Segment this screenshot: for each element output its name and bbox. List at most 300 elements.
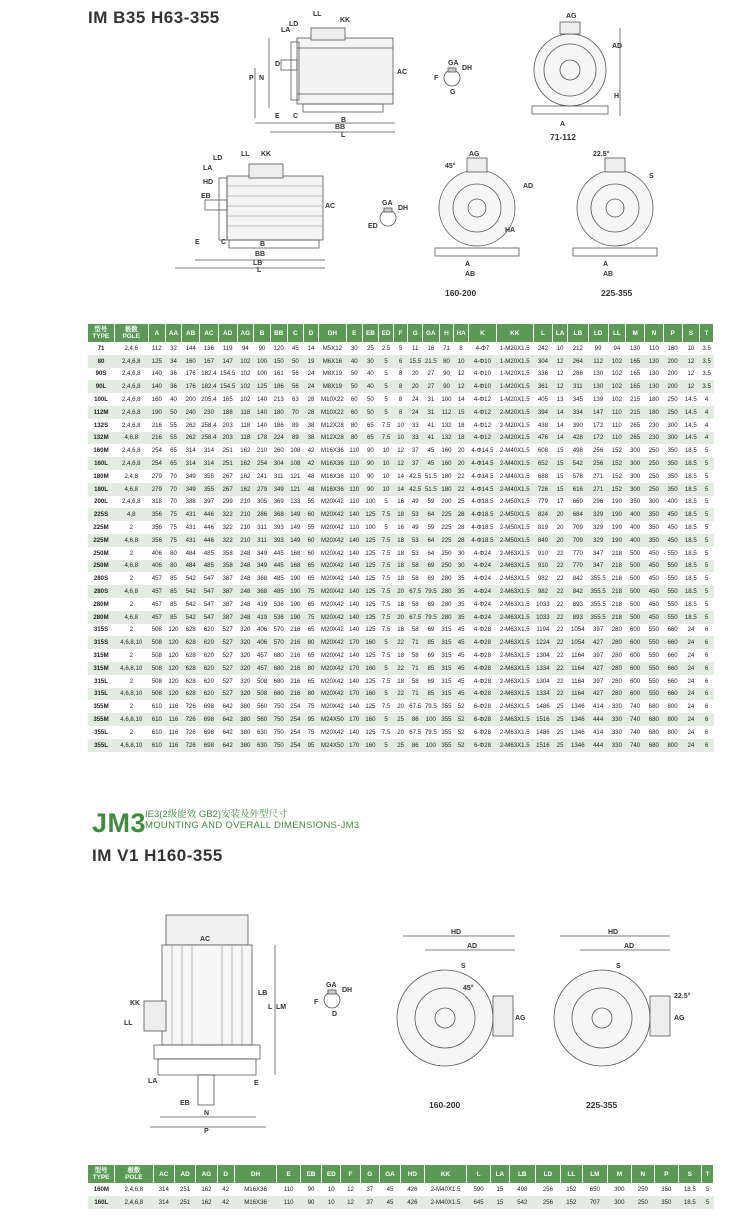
cell-value: 190 xyxy=(608,521,626,534)
v-dim-label-s: S xyxy=(461,963,466,970)
col-header-k: K xyxy=(468,324,496,342)
cell-value: 4-Φ28 xyxy=(468,636,496,649)
cell-value: 33 xyxy=(408,419,423,432)
cell-value: 95 xyxy=(304,739,319,752)
cell-value: 550 xyxy=(645,662,664,675)
cell-value: 110 xyxy=(346,470,362,483)
cell-value: 125 xyxy=(362,534,379,547)
cell-value: 14.5 xyxy=(682,432,700,445)
cell-value: 18.5 xyxy=(682,611,700,624)
cell-value: 18.5 xyxy=(682,560,700,573)
cell-value: 508 xyxy=(148,675,165,688)
cell-value: 560 xyxy=(254,700,271,713)
cell-value: 70 xyxy=(287,406,304,419)
cell-value: 256 xyxy=(588,444,608,457)
cell-value: 165 xyxy=(626,355,645,368)
cell-value: 405 xyxy=(533,393,553,406)
cell-value: 750 xyxy=(270,713,287,726)
cell-value: 149 xyxy=(287,521,304,534)
cell-value: 356 xyxy=(148,508,165,521)
cell-value: 350 xyxy=(663,483,682,496)
cell-value: 165 xyxy=(626,380,645,393)
cell-value: M8X19 xyxy=(318,368,346,381)
cell-value: 216 xyxy=(287,636,304,649)
cell-value: 230 xyxy=(200,406,219,419)
v-dim-label-lb: LB xyxy=(258,990,268,997)
cell-value: 628 xyxy=(182,675,200,688)
cell-value: 698 xyxy=(200,700,219,713)
cell-value: 527 xyxy=(218,636,237,649)
cell-value: 49 xyxy=(408,521,423,534)
shaft-detail-drawing-mid xyxy=(368,198,413,238)
col-header-lb: LB xyxy=(509,1165,535,1183)
cell-pole: 4,6,8,10 xyxy=(114,636,148,649)
cell-value: 75 xyxy=(304,726,319,739)
cell-pole: 2,4,6,8 xyxy=(114,444,148,457)
cell-value: 280 xyxy=(608,624,626,637)
cell-value: 397 xyxy=(200,496,219,509)
cell-value: 24 xyxy=(682,713,700,726)
cell-pole: 4,6,8 xyxy=(114,483,148,496)
cell-value: 1304 xyxy=(533,675,553,688)
cell-value: M16X36 xyxy=(234,1196,277,1209)
cell-value: 162 xyxy=(237,470,254,483)
cell-value: 18.5 xyxy=(682,483,700,496)
cell-value: 80 xyxy=(165,547,182,560)
cell-value: 7.5 xyxy=(379,624,394,637)
cell-value: 314 xyxy=(153,1196,174,1209)
col-header-cn: 极数 xyxy=(124,326,138,333)
cell-value: 37 xyxy=(408,457,423,470)
cell-value: 726 xyxy=(182,739,200,752)
cell-value: 314 xyxy=(153,1183,174,1196)
cell-value: 94 xyxy=(608,342,626,355)
cell-value: 162 xyxy=(237,457,254,470)
cell-value: 445 xyxy=(270,560,287,573)
cell-value: 125 xyxy=(362,598,379,611)
cell-value: 450 xyxy=(645,547,664,560)
cell-value: 271 xyxy=(588,483,608,496)
cell-value: 90 xyxy=(362,457,379,470)
cell-value: 190 xyxy=(608,508,626,521)
col-header-en: POLE xyxy=(125,1174,143,1181)
cell-value: 65 xyxy=(362,419,379,432)
cell-value: 4-Φ24 xyxy=(468,572,496,585)
cell-value: 125 xyxy=(362,726,379,739)
cell-value: 3.5 xyxy=(700,368,714,381)
cell-value: 444 xyxy=(588,739,608,752)
cell-value: 200 xyxy=(663,380,682,393)
cell-value: 42 xyxy=(217,1183,234,1196)
cell-value: 172 xyxy=(588,419,608,432)
cell-value: 162 xyxy=(196,1183,217,1196)
cell-value: 18.5 xyxy=(678,1183,701,1196)
dim-label-ga-2: GA xyxy=(382,200,393,207)
dim-label-ha: HA xyxy=(505,227,516,234)
cell-value: 53 xyxy=(408,547,423,560)
cell-value: 225 xyxy=(439,508,454,521)
cell-value: 910 xyxy=(533,547,553,560)
cell-value: 7.5 xyxy=(379,572,394,585)
cell-value: 4-Φ14.5 xyxy=(468,483,496,496)
cell-value: 130 xyxy=(626,342,645,355)
cell-value: M16X36 xyxy=(318,457,346,470)
v-dim-label-e: E xyxy=(254,1080,259,1087)
cell-value: 248 xyxy=(237,598,254,611)
cell-value: 642 xyxy=(218,700,237,713)
cell-value: 90 xyxy=(300,1183,321,1196)
cell-value: 80 xyxy=(165,560,182,573)
cell-value: 50 xyxy=(287,355,304,368)
cell-type: 315L xyxy=(88,675,114,688)
cell-value: 162 xyxy=(237,444,254,457)
cell-pole: 2,4,6,8 xyxy=(114,496,148,509)
cell-value: 80 xyxy=(439,355,454,368)
cell-value: 69 xyxy=(423,649,440,662)
side-view-drawing-71-112 xyxy=(245,8,408,139)
dim-label-kk: KK xyxy=(340,17,351,24)
cell-value: 5 xyxy=(379,713,394,726)
cell-value: 24 xyxy=(682,700,700,713)
dim-label-n: N xyxy=(259,75,265,82)
cell-value: 250 xyxy=(645,470,664,483)
cell-value: M10X22 xyxy=(318,393,346,406)
cell-value: 125 xyxy=(362,649,379,662)
cell-value: 300 xyxy=(626,483,645,496)
cell-value: 71 xyxy=(408,688,423,701)
table-row xyxy=(88,713,714,726)
cell-value: 116 xyxy=(165,726,182,739)
cell-value: 4-Φ7 xyxy=(468,342,496,355)
cell-value: 170 xyxy=(346,739,362,752)
cell-value: 110 xyxy=(608,406,626,419)
cell-value: 431 xyxy=(182,521,200,534)
cell-value: 620 xyxy=(200,662,219,675)
cell-type: 100L xyxy=(88,393,114,406)
cell-value: 4-Φ24 xyxy=(468,547,496,560)
cell-value: 660 xyxy=(663,649,682,662)
cell-type: 225M xyxy=(88,521,114,534)
cell-value: 500 xyxy=(626,598,645,611)
cell-value: 215 xyxy=(626,406,645,419)
cell-value: 216 xyxy=(148,419,165,432)
cell-value: 358 xyxy=(218,560,237,573)
cell-value: 286 xyxy=(254,508,271,521)
cell-value: 7.5 xyxy=(379,598,394,611)
cell-value: 1164 xyxy=(567,649,588,662)
cell-value: 349 xyxy=(254,560,271,573)
cell-value: 85 xyxy=(423,662,440,675)
cell-value: 67.5 xyxy=(408,726,423,739)
cell-value: 4-Φ10 xyxy=(468,380,496,393)
cell-value: 25 xyxy=(393,713,408,726)
cell-value: 5 xyxy=(700,470,714,483)
cell-value: 102 xyxy=(237,368,254,381)
cell-value: 484 xyxy=(182,560,200,573)
cell-value: M20X42 xyxy=(318,662,346,675)
cell-value: 450 xyxy=(663,521,682,534)
cell-value: 7.5 xyxy=(379,547,394,560)
cell-value: 330 xyxy=(608,700,626,713)
cell-value: 542 xyxy=(509,1196,535,1209)
cell-value: 212 xyxy=(567,342,588,355)
cell-value: 508 xyxy=(148,624,165,637)
v-dim-label-f: F xyxy=(314,999,319,1006)
cell-value: 15 xyxy=(454,406,469,419)
cell-value: 450 xyxy=(645,572,664,585)
cell-value: 508 xyxy=(148,688,165,701)
cell-value: 20 xyxy=(408,368,423,381)
cell-value: 5 xyxy=(379,380,394,393)
cell-value: 315 xyxy=(439,624,454,637)
cell-value: 4-Φ14.5 xyxy=(468,457,496,470)
section2-subtitle-cn: IE3(2级能效 GB2)安装及外型尺寸 xyxy=(145,809,288,820)
cell-value: 315 xyxy=(439,688,454,701)
cell-value: 1224 xyxy=(533,636,553,649)
cell-value: 216 xyxy=(287,662,304,675)
cell-pole: 2,4,6,8 xyxy=(115,1196,153,1209)
cell-pole: 2 xyxy=(114,649,148,662)
dim-label-dh: DH xyxy=(462,65,473,72)
cell-value: 147 xyxy=(588,406,608,419)
cell-value: 256 xyxy=(535,1196,561,1209)
cell-value: 350 xyxy=(645,534,664,547)
cell-value: 4 xyxy=(700,406,714,419)
cell-value: 1054 xyxy=(567,636,588,649)
cell-value: 12 xyxy=(341,1196,360,1209)
cell-value: 49 xyxy=(408,496,423,509)
cell-value: 5 xyxy=(379,393,394,406)
frame-label-225-355: 225-355 xyxy=(601,288,633,298)
cell-value: 652 xyxy=(533,457,553,470)
cell-value: 355.5 xyxy=(588,598,608,611)
cell-value: 684 xyxy=(567,508,588,521)
cell-value: 75 xyxy=(304,700,319,713)
cell-value: 368 xyxy=(270,508,287,521)
col-header-hd: HD xyxy=(401,1165,424,1183)
cell-value: 20 xyxy=(393,726,408,739)
col-header-t: T xyxy=(702,1165,714,1183)
cell-value: 620 xyxy=(200,636,219,649)
cell-value: 355.5 xyxy=(588,585,608,598)
cell-value: 8 xyxy=(454,342,469,355)
cell-pole: 2 xyxy=(114,700,148,713)
cell-value: 427 xyxy=(588,662,608,675)
cell-value: 250 xyxy=(663,406,682,419)
dim-label-dh-2: DH xyxy=(398,205,409,212)
cell-value: 15 xyxy=(553,444,568,457)
cell-value: 6 xyxy=(700,662,714,675)
cell-value: 250 xyxy=(631,1196,654,1209)
cell-value: 67.5 xyxy=(408,585,423,598)
shaft-detail-drawing-v1 xyxy=(312,980,357,1020)
cell-value: 27 xyxy=(423,380,440,393)
cell-value: 30 xyxy=(362,355,379,368)
cell-value: 64 xyxy=(423,508,440,521)
cell-value: 457 xyxy=(254,662,271,675)
cell-value: 271 xyxy=(588,470,608,483)
cell-value: 6-Φ28 xyxy=(468,700,496,713)
cell-value: 397 xyxy=(588,675,608,688)
cell-value: 250 xyxy=(645,483,664,496)
cell-value: 50 xyxy=(346,368,362,381)
cell-value: 779 xyxy=(533,496,553,509)
cell-value: 18 xyxy=(393,675,408,688)
cell-value: 100 xyxy=(362,521,379,534)
cell-value: 600 xyxy=(626,636,645,649)
col-header-t: T xyxy=(700,324,714,342)
cell-value: 349 xyxy=(270,483,287,496)
cell-type: 280S xyxy=(88,572,114,585)
cell-value: 12 xyxy=(393,444,408,457)
cell-value: 15 xyxy=(553,483,568,496)
cell-value: 4-Φ10 xyxy=(468,355,496,368)
v-dim-label-45: 45° xyxy=(463,985,474,992)
cell-value: 680 xyxy=(645,726,664,739)
cell-value: 24 xyxy=(304,368,319,381)
col-header-s: S xyxy=(682,324,700,342)
cell-value: 6 xyxy=(700,649,714,662)
cell-value: M20X42 xyxy=(318,700,346,713)
cell-value: M20X42 xyxy=(318,611,346,624)
cell-value: 6-Φ28 xyxy=(468,726,496,739)
cell-value: 15 xyxy=(553,457,568,470)
cell-type: 250M xyxy=(88,560,114,573)
cell-value: 37 xyxy=(408,444,423,457)
col-header-n: N xyxy=(631,1165,654,1183)
cell-value: 550 xyxy=(663,598,682,611)
cell-value: 300 xyxy=(626,470,645,483)
cell-value: 536 xyxy=(270,611,287,624)
cell-value: 102 xyxy=(608,380,626,393)
cell-value: 45 xyxy=(454,636,469,649)
table-body xyxy=(88,342,714,752)
cell-value: 65 xyxy=(304,560,319,573)
cell-value: 33 xyxy=(408,432,423,445)
cell-value: 160 xyxy=(148,393,165,406)
cell-value: 85 xyxy=(423,688,440,701)
cell-value: 22 xyxy=(553,598,568,611)
cell-value: 2-M40X1.5 xyxy=(424,1196,467,1209)
cell-value: 258.4 xyxy=(200,419,219,432)
cell-value: 550 xyxy=(645,675,664,688)
cell-value: 2-M63X1.5 xyxy=(497,649,533,662)
cell-value: 215 xyxy=(626,393,645,406)
cell-value: 188 xyxy=(218,406,237,419)
cell-value: 600 xyxy=(626,675,645,688)
cell-value: 2-M20X1.5 xyxy=(497,419,533,432)
cell-value: 140 xyxy=(346,598,362,611)
cell-type: 90L xyxy=(88,380,114,393)
cell-value: 170 xyxy=(346,636,362,649)
cell-value: 65 xyxy=(362,432,379,445)
cell-value: 15 xyxy=(553,470,568,483)
cell-value: 55 xyxy=(304,521,319,534)
dim-label-ag: AG xyxy=(566,13,577,20)
cell-value: 750 xyxy=(270,700,287,713)
cell-value: 7.5 xyxy=(379,611,394,624)
cell-value: 431 xyxy=(182,534,200,547)
cell-value: 22 xyxy=(553,662,568,675)
table-row xyxy=(88,355,714,368)
cell-value: 16 xyxy=(393,521,408,534)
cell-value: 570 xyxy=(270,636,287,649)
cell-value: 102 xyxy=(237,393,254,406)
dim-label-l-2: L xyxy=(257,267,262,274)
cell-type: 80 xyxy=(88,355,114,368)
cell-value: 110 xyxy=(277,1183,300,1196)
cell-value: 6 xyxy=(700,726,714,739)
cell-value: 119 xyxy=(218,342,237,355)
cell-value: 55 xyxy=(165,432,182,445)
cell-value: 527 xyxy=(218,624,237,637)
cell-value: 610 xyxy=(148,713,165,726)
cell-value: 100 xyxy=(362,496,379,509)
cell-value: 22 xyxy=(553,624,568,637)
col-header-type xyxy=(88,1165,115,1183)
cell-value: 20 xyxy=(553,534,568,547)
dim-label-d: D xyxy=(275,61,281,68)
cell-value: 300 xyxy=(626,444,645,457)
cell-value: 5 xyxy=(700,457,714,470)
cell-value: 4-Φ12 xyxy=(468,393,496,406)
cell-value: 18.5 xyxy=(682,470,700,483)
cell-value: 58 xyxy=(408,598,423,611)
cell-pole: 2,4,6 xyxy=(114,342,148,355)
cell-value: 10 xyxy=(322,1196,341,1209)
cell-value: 69 xyxy=(423,572,440,585)
dim-label-ag-2: AG xyxy=(469,151,480,158)
cell-value: 322 xyxy=(218,521,237,534)
cell-value: 85 xyxy=(165,572,182,585)
cell-value: 100 xyxy=(423,713,440,726)
table-row xyxy=(88,726,714,739)
table-row xyxy=(88,649,714,662)
cell-value: 45 xyxy=(423,444,440,457)
cell-value: 770 xyxy=(567,560,588,573)
vertical-motor-drawing xyxy=(110,905,285,1135)
cell-value: 100 xyxy=(439,393,454,406)
cell-value: 22 xyxy=(553,636,568,649)
dim-label-s: S xyxy=(649,173,654,180)
dim-label-b: B xyxy=(341,117,347,124)
cell-value: 10 xyxy=(393,432,408,445)
cell-value: 450 xyxy=(645,611,664,624)
cell-value: 180 xyxy=(645,393,664,406)
cell-value: 800 xyxy=(663,726,682,739)
cell-value: 12 xyxy=(553,380,568,393)
cell-value: M12X28 xyxy=(318,432,346,445)
cell-value: 250 xyxy=(439,547,454,560)
cell-value: 12 xyxy=(454,380,469,393)
col-header-en: POLE xyxy=(122,333,140,340)
cell-value: 28 xyxy=(304,393,319,406)
cell-value: 40 xyxy=(165,393,182,406)
cell-value: 70 xyxy=(165,470,182,483)
cell-value: 16 xyxy=(393,496,408,509)
cell-value: 70 xyxy=(165,483,182,496)
side-view-drawing-160-355 xyxy=(165,148,345,273)
cell-value: M24X50 xyxy=(318,739,346,752)
cell-value: 251 xyxy=(218,444,237,457)
cell-value: 56 xyxy=(287,368,304,381)
cell-value: 414 xyxy=(588,726,608,739)
cell-type: 132S xyxy=(88,419,114,432)
cell-value: 10 xyxy=(454,355,469,368)
cell-value: 387 xyxy=(218,572,237,585)
cell-value: 35 xyxy=(454,572,469,585)
cell-value: 140 xyxy=(346,534,362,547)
